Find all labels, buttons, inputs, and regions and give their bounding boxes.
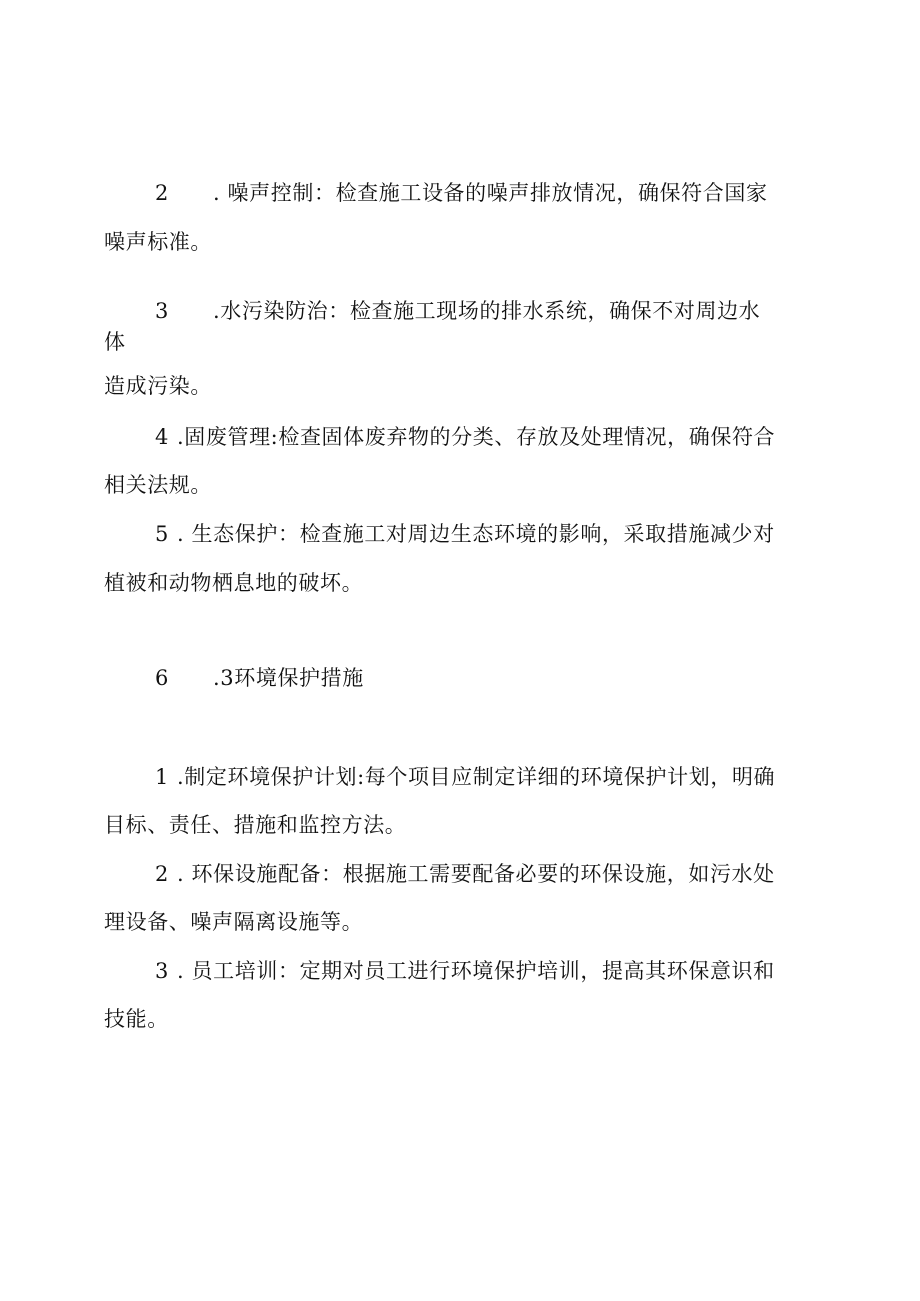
item-water-pollution-line3: 造成污染。 — [104, 374, 212, 398]
measure-training-line2: 技能。 — [104, 1007, 169, 1031]
item-text: 检查施工现场的排水系统，确保不对周边水 — [349, 299, 761, 323]
item-text: 检查施工对周边生态环境的影响，采取措施减少对 — [299, 522, 775, 546]
item-ecology-line2: 植被和动物栖息地的破坏。 — [104, 571, 364, 595]
item-title: . 环保设施配备： — [177, 862, 343, 886]
item-title: . 员工培训： — [177, 959, 300, 983]
item-title: .固废管理: — [177, 425, 279, 449]
item-number: 2 — [155, 181, 169, 205]
item-solid-waste-line2: 相关法规。 — [104, 473, 212, 497]
item-water-pollution-line1 — [155, 298, 760, 324]
measure-plan-line2: 目标、责任、措施和监控方法。 — [104, 813, 407, 837]
item-noise-control-line2: 噪声标准。 — [104, 230, 212, 254]
item-title: . 生态保护： — [177, 522, 300, 546]
item-title: . 噪声控制： — [213, 181, 336, 205]
item-number: 1 — [155, 765, 169, 789]
item-text: 检查固体废弃物的分类、存放及处理情况，确保符合 — [278, 425, 776, 449]
item-title: .制定环境保护计划: — [177, 765, 365, 789]
item-number: 2 — [155, 862, 169, 886]
item-number: 5 — [155, 522, 169, 546]
item-number: 4 — [155, 425, 169, 449]
item-number: 3 — [155, 959, 169, 983]
item-ecology-line1 — [155, 521, 775, 547]
section-number: 6 — [155, 666, 169, 690]
measure-plan-line1 — [155, 764, 775, 790]
item-text: 定期对员工进行环境保护培训，提高其环保意识和 — [299, 959, 775, 983]
measure-facilities-line1 — [155, 861, 775, 887]
section-heading — [155, 665, 364, 691]
item-text: 每个项目应制定详细的环境保护计划，明确 — [364, 765, 776, 789]
item-water-pollution-line2: 体 — [104, 330, 126, 354]
item-number: 3 — [155, 299, 169, 323]
item-solid-waste-line1 — [155, 424, 775, 450]
item-noise-control-line1 — [155, 180, 768, 206]
item-title: .水污染防治： — [213, 299, 350, 323]
measure-facilities-line2: 理设备、噪声隔离设施等。 — [104, 910, 364, 934]
section-title: .3环境保护措施 — [213, 666, 364, 690]
item-text: 检查施工设备的噪声排放情况，确保符合国家 — [335, 181, 768, 205]
item-text: 根据施工需要配备必要的环保设施，如污水处 — [342, 862, 775, 886]
measure-training-line1 — [155, 958, 775, 984]
